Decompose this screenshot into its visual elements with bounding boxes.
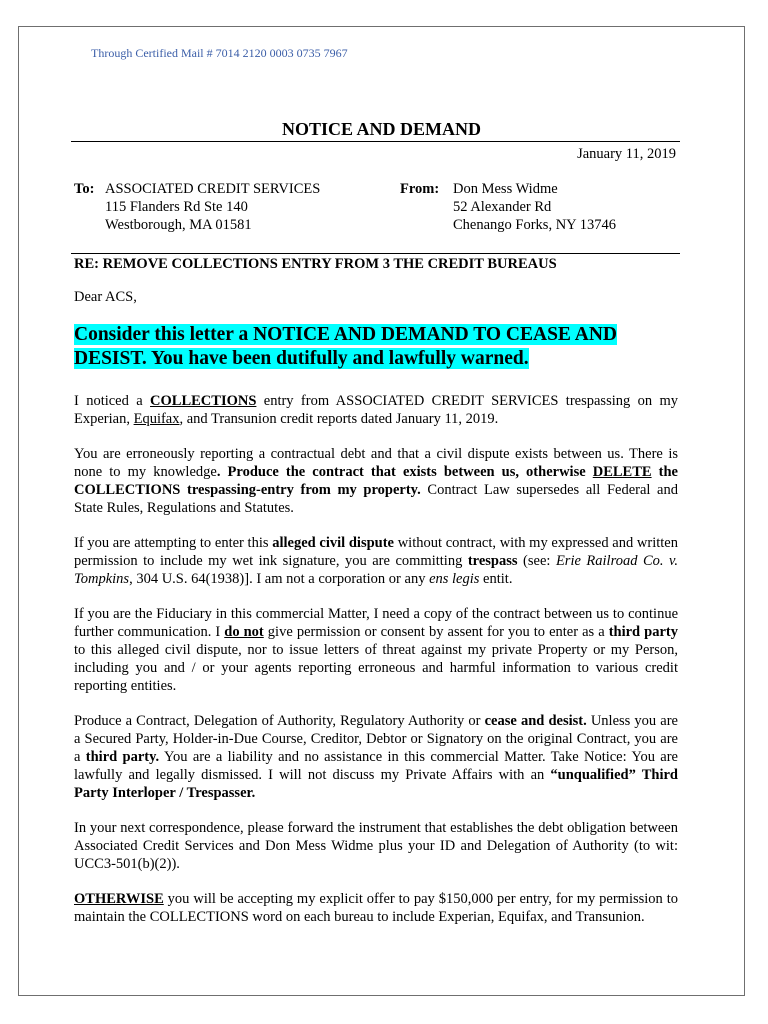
certified-mail-line: Through Certified Mail # 7014 2120 0003 0735 7967	[91, 46, 348, 60]
notice-line-1: Consider this letter a NOTICE AND DEMAND TO CEASE AND	[74, 324, 617, 345]
highlighted-notice	[74, 323, 678, 371]
paragraph-6: In your next correspondence, please forward the instrument that establishes the debt obligation between Associated Credit Services and Don Mess Widme plus your ID and Delegation of Authority (to wit: UCC3-501(b)(2)).	[74, 820, 678, 872]
recipient-address	[105, 180, 320, 234]
letter-date: January 11, 2019	[577, 146, 676, 162]
paragraph-5: Produce a Contract, Delegation of Authority, Regulatory Authority or cease and desist. Unless you are a Secured Party, Holder-in-Due Course, Creditor, Debtor or Signatory on the original Contract, you are a third party. You are a liability and no assistance in this commercial Matter. Take Notice: You are lawfully and legally dismissed. I will not discuss my Private Affairs with an “unqualified” Third Party Interloper / Trespasser.	[74, 713, 678, 801]
paragraph-2: You are erroneously reporting a contractual debt and that a civil dispute exists between us. There is none to my knowledge. Produce the contract that exists between us, otherwise DELETE the COLLECTIONS trespassing-entry from my property. Contract Law supersedes all Federal and State Rules, Regulations and Statutes.	[74, 446, 678, 516]
sender-address	[453, 180, 616, 234]
paragraph-3: If you are attempting to enter this alleged civil dispute without contract, with my expressed and written permission to include my wet ink signature, you are committing trespass (see: Erie Railroad Co. v. Tompkins, 304 U.S. 64(1938)]. I am not a corporation or any ens legis entit.	[74, 535, 679, 587]
subject-line: RE: REMOVE COLLECTIONS ENTRY FROM 3 THE CREDIT BUREAUS	[74, 256, 557, 272]
document-title: NOTICE AND DEMAND	[281, 119, 481, 139]
sender-city: Chenango Forks, NY 13746	[453, 217, 616, 233]
paragraph-1: I noticed a COLLECTIONS entry from ASSOCIATED CREDIT SERVICES trespassing on my Experian, Equifax, and Transunion credit reports dated January 11, 2019.	[74, 393, 678, 427]
sender-name: Don Mess Widme	[453, 181, 558, 197]
letter-page	[18, 26, 745, 996]
address-divider	[71, 253, 680, 254]
paragraph-7: OTHERWISE you will be accepting my explicit offer to pay $150,000 per entry, for my permission to maintain the COLLECTIONS word on each bureau to include Experian, Equifax, and Transunion.	[74, 891, 678, 925]
salutation: Dear ACS,	[74, 289, 137, 305]
recipient-city: Westborough, MA 01581	[105, 217, 252, 233]
title-divider	[71, 141, 680, 142]
from-label: From:	[400, 181, 440, 197]
recipient-street: 115 Flanders Rd Ste 140	[105, 199, 248, 215]
to-label: To:	[74, 181, 95, 197]
recipient-name: ASSOCIATED CREDIT SERVICES	[105, 181, 321, 197]
sender-street: 52 Alexander Rd	[453, 199, 552, 215]
notice-line-2: DESIST. You have been dutifully and lawfully warned.	[74, 348, 529, 369]
paragraph-4: If you are the Fiduciary in this commercial Matter, I need a copy of the contract between us to continue further communication. I do not give permission or consent by assent for you to enter as a third party to this alleged civil dispute, nor to issue letters of threat against my private Property or my Person, including you and / or your agents reporting erroneous and harmful information to various credit reporting entities.	[74, 606, 678, 694]
